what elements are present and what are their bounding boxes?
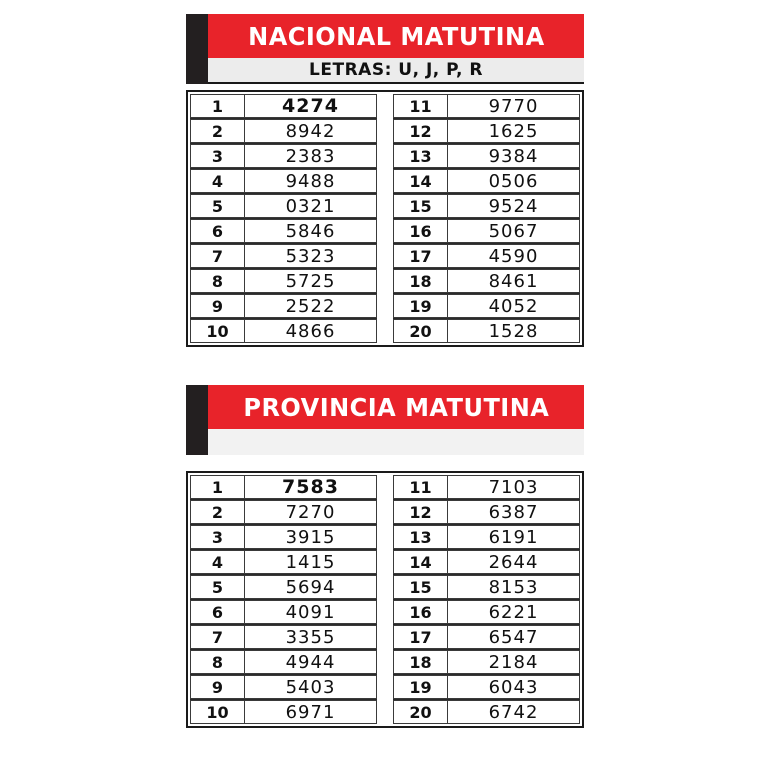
table-row bbox=[393, 294, 580, 319]
table-row bbox=[190, 475, 377, 500]
row-index: 17 bbox=[393, 625, 447, 649]
page-title: NACIONAL MATUTINA bbox=[247, 21, 545, 51]
results-column-right bbox=[390, 94, 580, 343]
row-number: 3915 bbox=[244, 525, 377, 549]
row-number: 8461 bbox=[447, 269, 580, 293]
row-index: 4 bbox=[190, 169, 244, 193]
table-row bbox=[393, 675, 580, 700]
row-index: 9 bbox=[190, 675, 244, 699]
table-row bbox=[190, 500, 377, 525]
table-row bbox=[393, 700, 580, 724]
row-index: 16 bbox=[393, 600, 447, 624]
lottery-block-provincia bbox=[186, 385, 584, 728]
row-number: 9384 bbox=[447, 144, 580, 168]
page-title: PROVINCIA MATUTINA bbox=[243, 392, 549, 422]
table-row bbox=[393, 475, 580, 500]
row-number: 4944 bbox=[244, 650, 377, 674]
row-number: 9488 bbox=[244, 169, 377, 193]
table-row bbox=[393, 650, 580, 675]
table-row bbox=[190, 144, 377, 169]
results-column-left bbox=[190, 94, 380, 343]
table-row bbox=[190, 700, 377, 724]
row-number: 2522 bbox=[244, 294, 377, 318]
table-row bbox=[190, 675, 377, 700]
row-index: 12 bbox=[393, 500, 447, 524]
column-divider bbox=[380, 94, 390, 343]
row-number: 6547 bbox=[447, 625, 580, 649]
row-index: 3 bbox=[190, 525, 244, 549]
row-number: 7103 bbox=[447, 475, 580, 499]
results-column-left bbox=[190, 475, 380, 724]
row-index: 13 bbox=[393, 144, 447, 168]
table-row bbox=[393, 625, 580, 650]
row-index: 20 bbox=[393, 319, 447, 343]
row-index: 17 bbox=[393, 244, 447, 268]
table-row bbox=[393, 219, 580, 244]
row-index: 6 bbox=[190, 600, 244, 624]
row-index: 2 bbox=[190, 119, 244, 143]
table-row bbox=[393, 319, 580, 343]
table-row bbox=[393, 600, 580, 625]
row-index: 13 bbox=[393, 525, 447, 549]
row-index: 16 bbox=[393, 219, 447, 243]
row-number: 7583 bbox=[244, 475, 377, 499]
table-row bbox=[190, 625, 377, 650]
row-index: 14 bbox=[393, 169, 447, 193]
column-divider bbox=[380, 475, 390, 724]
table-row bbox=[393, 94, 580, 119]
row-index: 1 bbox=[190, 94, 244, 118]
row-number: 9524 bbox=[447, 194, 580, 218]
header-wrap bbox=[186, 14, 584, 84]
row-number: 1625 bbox=[447, 119, 580, 143]
row-number: 1528 bbox=[447, 319, 580, 343]
table-row bbox=[190, 244, 377, 269]
header-bar bbox=[208, 14, 584, 58]
header-wrap bbox=[186, 385, 584, 455]
letters-label: LETRAS: U, J, P, R bbox=[309, 60, 483, 80]
row-number: 8942 bbox=[244, 119, 377, 143]
row-index: 11 bbox=[393, 94, 447, 118]
row-number: 5846 bbox=[244, 219, 377, 243]
row-number: 5403 bbox=[244, 675, 377, 699]
results-column-right bbox=[390, 475, 580, 724]
row-index: 3 bbox=[190, 144, 244, 168]
row-number: 7270 bbox=[244, 500, 377, 524]
row-index: 5 bbox=[190, 194, 244, 218]
results-table bbox=[186, 471, 584, 728]
row-number: 6043 bbox=[447, 675, 580, 699]
row-number: 4590 bbox=[447, 244, 580, 268]
row-index: 7 bbox=[190, 625, 244, 649]
table-row bbox=[190, 650, 377, 675]
row-index: 19 bbox=[393, 675, 447, 699]
table-row bbox=[393, 194, 580, 219]
table-row bbox=[190, 294, 377, 319]
row-number: 6221 bbox=[447, 600, 580, 624]
row-index: 5 bbox=[190, 575, 244, 599]
row-index: 12 bbox=[393, 119, 447, 143]
table-row bbox=[190, 550, 377, 575]
table-row bbox=[190, 119, 377, 144]
row-number: 4052 bbox=[447, 294, 580, 318]
row-number: 5067 bbox=[447, 219, 580, 243]
table-row bbox=[190, 169, 377, 194]
letters-bar bbox=[208, 58, 584, 84]
row-index: 15 bbox=[393, 194, 447, 218]
row-index: 6 bbox=[190, 219, 244, 243]
row-number: 6191 bbox=[447, 525, 580, 549]
row-number: 2383 bbox=[244, 144, 377, 168]
table-row bbox=[190, 219, 377, 244]
table-row bbox=[393, 550, 580, 575]
table-row bbox=[190, 525, 377, 550]
row-index: 10 bbox=[190, 700, 244, 724]
table-row bbox=[190, 319, 377, 343]
table-row bbox=[393, 169, 580, 194]
row-index: 1 bbox=[190, 475, 244, 499]
letters-bar bbox=[208, 429, 584, 455]
row-index: 19 bbox=[393, 294, 447, 318]
row-index: 7 bbox=[190, 244, 244, 268]
row-index: 9 bbox=[190, 294, 244, 318]
table-row bbox=[190, 600, 377, 625]
row-number: 4866 bbox=[244, 319, 377, 343]
row-index: 14 bbox=[393, 550, 447, 574]
row-number: 4274 bbox=[244, 94, 377, 118]
table-row bbox=[190, 194, 377, 219]
results-table bbox=[186, 90, 584, 347]
row-number: 6971 bbox=[244, 700, 377, 724]
row-number: 0506 bbox=[447, 169, 580, 193]
table-row bbox=[190, 575, 377, 600]
table-row bbox=[393, 119, 580, 144]
row-index: 18 bbox=[393, 650, 447, 674]
table-row bbox=[190, 94, 377, 119]
row-number: 5323 bbox=[244, 244, 377, 268]
row-index: 11 bbox=[393, 475, 447, 499]
row-number: 9770 bbox=[447, 94, 580, 118]
table-row bbox=[393, 269, 580, 294]
row-index: 18 bbox=[393, 269, 447, 293]
table-row bbox=[393, 144, 580, 169]
row-index: 8 bbox=[190, 650, 244, 674]
table-row bbox=[393, 244, 580, 269]
row-index: 15 bbox=[393, 575, 447, 599]
row-index: 10 bbox=[190, 319, 244, 343]
header-bar bbox=[208, 385, 584, 429]
table-row bbox=[190, 269, 377, 294]
row-number: 6387 bbox=[447, 500, 580, 524]
row-index: 20 bbox=[393, 700, 447, 724]
row-number: 1415 bbox=[244, 550, 377, 574]
table-row bbox=[393, 525, 580, 550]
row-number: 8153 bbox=[447, 575, 580, 599]
row-number: 5725 bbox=[244, 269, 377, 293]
row-number: 3355 bbox=[244, 625, 377, 649]
row-number: 5694 bbox=[244, 575, 377, 599]
lottery-block-nacional bbox=[186, 14, 584, 347]
row-number: 4091 bbox=[244, 600, 377, 624]
row-index: 8 bbox=[190, 269, 244, 293]
row-number: 0321 bbox=[244, 194, 377, 218]
row-number: 6742 bbox=[447, 700, 580, 724]
row-index: 4 bbox=[190, 550, 244, 574]
row-index: 2 bbox=[190, 500, 244, 524]
table-row bbox=[393, 575, 580, 600]
row-number: 2184 bbox=[447, 650, 580, 674]
row-number: 2644 bbox=[447, 550, 580, 574]
table-row bbox=[393, 500, 580, 525]
